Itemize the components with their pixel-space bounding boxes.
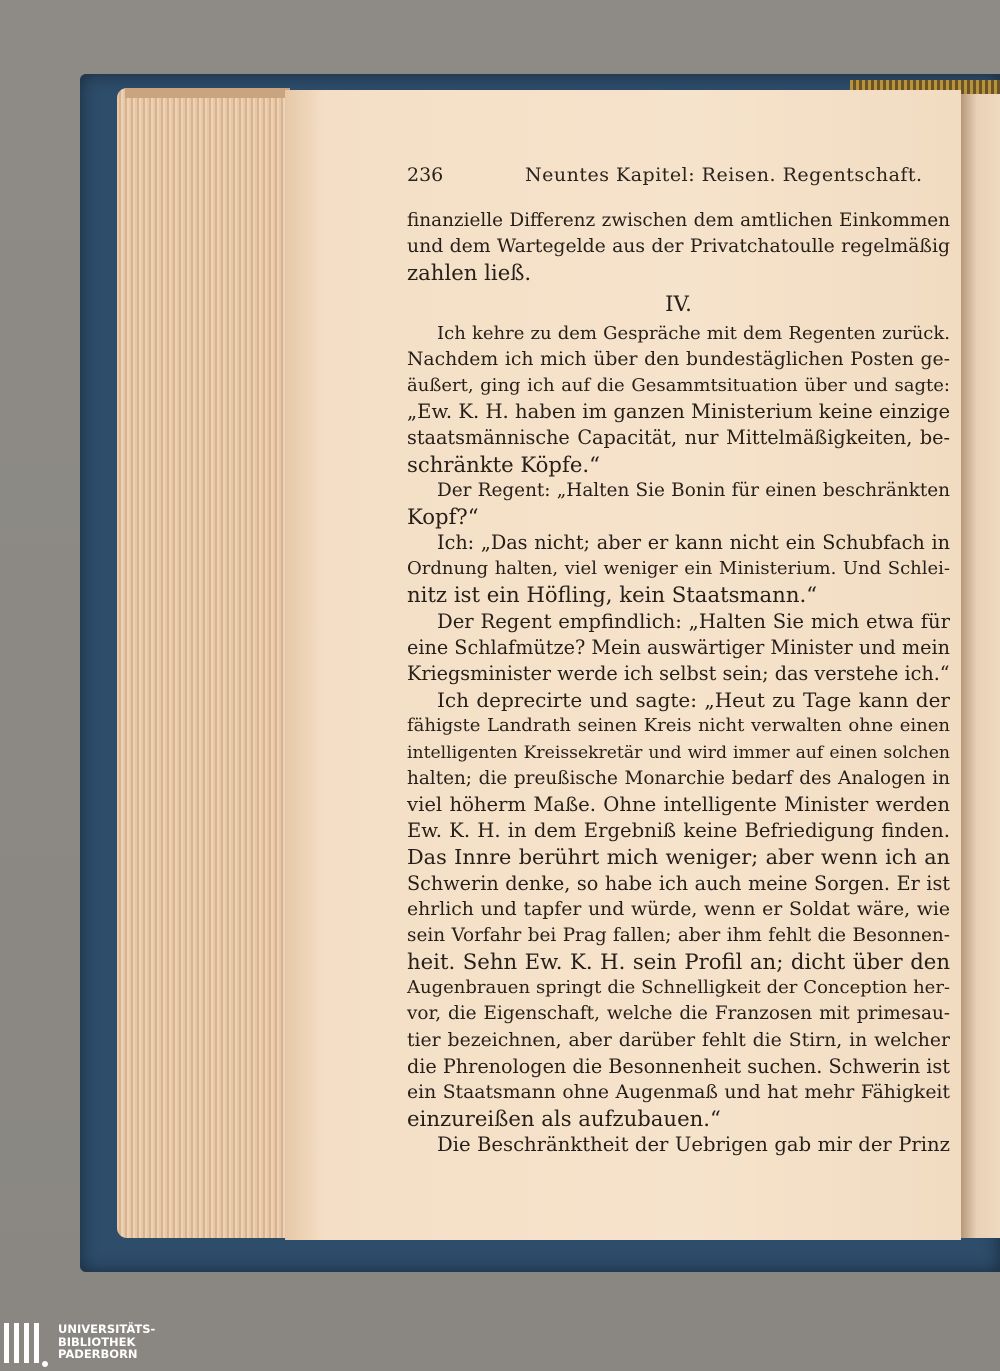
text-line: viel höherm Maße. Ohne intelligente Minister werden xyxy=(407,792,950,816)
text-line: vor, die Eigenschaft, welche die Franzosen mit primesau- xyxy=(407,1003,950,1025)
text-line: Das Innre berührt mich weniger; aber wenn ich an xyxy=(407,845,950,870)
institution-name xyxy=(58,1323,155,1361)
text-line: staatsmännische Capacität, nur Mittelmäßigkeiten, be- xyxy=(407,426,950,450)
text-line: Die Beschränktheit der Uebrigen gab mir der Prinz xyxy=(437,1133,950,1157)
text-line: Ich kehre zu dem Gespräche mit dem Regenten zurück. xyxy=(437,322,950,344)
text-line: äußert, ging ich auf die Gesammtsituation über und sagte: xyxy=(407,374,950,396)
institution-line: UNIVERSITÄTS- xyxy=(58,1322,156,1336)
text-line: heit. Sehn Ew. K. H. sein Profil an; dicht über den xyxy=(407,949,950,975)
text-line: sein Vorfahr bei Prag fallen; aber ihm fehlt die Besonnen- xyxy=(407,924,950,946)
text-line: halten; die preußische Monarchie bedarf des Analogen in xyxy=(407,767,950,789)
text-line: „Ew. K. H. haben im ganzen Ministerium keine einzige xyxy=(407,400,951,424)
running-header xyxy=(407,164,947,194)
text-line: eine Schlafmütze? Mein auswärtiger Minister und mein xyxy=(407,635,950,659)
library-logo-icon xyxy=(4,1323,48,1369)
text-line: finanzielle Differenz zwischen dem amtlichen Einkommen xyxy=(407,210,950,231)
text-line: Schwerin denke, so habe ich auch meine Sorgen. Er ist xyxy=(407,871,950,895)
text-line: und dem Wartegelde aus der Privatchatoulle regelmäßig xyxy=(407,236,950,258)
text-line: Der Regent empfindlich: „Halten Sie mich etwa für xyxy=(437,609,950,633)
text-line: tier bezeichnen, aber darüber fehlt die Stirn, in welcher xyxy=(407,1029,950,1051)
text-line: Ordnung halten, viel weniger ein Ministerium. Und Schlei- xyxy=(407,558,950,580)
text-line: ehrlich und tapfer und würde, wenn er Soldat wäre, wie xyxy=(407,898,950,920)
text-line: die Phrenologen die Besonnenheit suchen. Schwerin ist xyxy=(407,1054,950,1078)
text-line: Der Regent: „Halten Sie Bonin für einen beschränkten xyxy=(437,479,950,501)
text-line: Kriegsminister werde ich selbst sein; das verstehe ich.“ xyxy=(407,662,950,685)
text-line: zahlen ließ. xyxy=(407,260,532,286)
body-text xyxy=(407,208,950,1159)
section-heading: IV. xyxy=(665,290,692,316)
institution-line: PADERBORN xyxy=(58,1347,138,1361)
text-line: fähigste Landrath seinen Kreis nicht verwalten ohne einen xyxy=(407,715,950,737)
running-title: Neuntes Kapitel: Reisen. Regentschaft. xyxy=(525,164,923,186)
text-line: einzureißen als aufzubauen.“ xyxy=(407,1106,721,1132)
text-line: Ich deprecirte und sagte: „Heut zu Tage kann der xyxy=(437,688,950,713)
page-edge-block xyxy=(117,88,287,1238)
institution-line: BIBLIOTHEK xyxy=(58,1334,136,1349)
text-line: Augenbrauen springt die Schnelligkeit der Conception her- xyxy=(407,977,950,999)
text-line: nitz ist ein Höfling, kein Staatsmann.“ xyxy=(407,582,818,608)
text-line: Ew. K. H. in dem Ergebniß keine Befriedigung finden. xyxy=(407,819,950,843)
page-edge-top xyxy=(125,88,290,98)
facing-page-edge xyxy=(961,94,1000,1238)
page-number: 236 xyxy=(407,164,444,186)
text-line: Ich: „Das nicht; aber er kann nicht ein Schubfach in xyxy=(437,531,950,555)
text-line: Kopf?“ xyxy=(407,503,479,529)
text-line: ein Staatsmann ohne Augenmaß und hat mehr Fähigkeit xyxy=(407,1082,950,1103)
text-line: Nachdem ich mich über den bundestäglichen Posten ge- xyxy=(407,348,950,370)
text-line: intelligenten Kreissekretär und wird immer auf einen solchen xyxy=(407,742,950,763)
text-line: schränkte Köpfe.“ xyxy=(407,451,600,477)
